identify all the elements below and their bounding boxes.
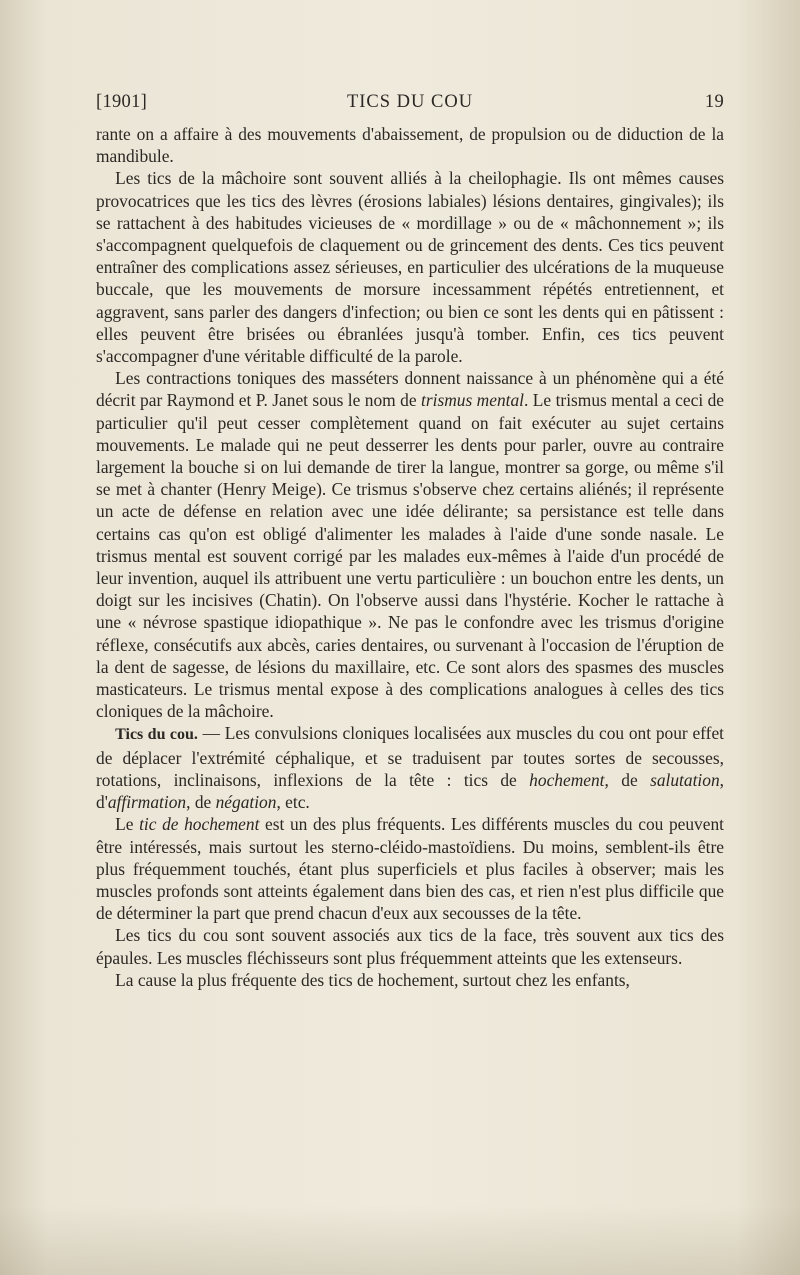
term-trismus-mental: trismus mental	[421, 390, 525, 411]
paragraph-6: Les tics du cou sont souvent associés aux tics de la face, très souvent aux tics des épaules. Les muscles fléchisseurs sont plus fréquemment atteints que les extenseurs.	[96, 925, 724, 968]
paragraph-3: Les contractions toniques des masséters donnent naissance à un phénomène qui a été décrit par Raymond et P. Janet sous le nom de trismus mental. Le trismus mental a ceci de particulier qu'il peut cesser complètement quand on fait exécuter au sujet certains mouvements. Le malade qui ne peut desserrer les dents pour parler, ouvre au contraire largement la bouche si on lui demande de tirer la langue, montrer sa gorge, ou même s'il se met à chanter (Henry Meige). Ce trismus s'observe chez certains aliénés; il représente un acte de défense en relation avec une idée délirante; sa persistance est telle dans certains cas qu'on est obligé d'alimenter les malades à l'aide d'une sonde nasale. Le trismus mental est souvent corrigé par les malades eux-mêmes à l'aide d'un procédé de leur invention, auquel ils attribuent une vertu particulière : un bouchon entre les dents, un doigt sur les incisives (Chatin). On l'observe aussi dans l'hystérie. Kocher le rattache à une « névrose spastique idiopathique ». Ne pas le confondre avec les trismus d'origine réflexe, consécutifs aux abcès, caries dentaires, ou survenant à l'occasion de l'éruption de la dent de sagesse, de lésions du maxillaire, etc. Ce sont alors des spasmes des muscles masticateurs. Le trismus mental expose à des complications analogues à celles des tics cloniques de la mâchoire.	[96, 368, 725, 722]
paragraph-7: La cause la plus fréquente des tics de hochement, surtout chez les enfants,	[115, 969, 630, 990]
paragraph-2: Les tics de la mâchoire sont souvent alliés à la cheilophagie. Ils ont mêmes causes provocatrices que les tics des lèvres (érosions labiales) lésions dentaires, gingivales); ils se rattachent à des habitudes vicieuses de « mordillage » ou de « mâchonnement »; ils s'accompagnent quelquefois de claquement ou de grincement des dents. Ces tics peuvent entraîner des complications assez sérieuses, en particulier des ulcérations de la muqueuse buccale, que les mouvements de morsure incessamment répétés entretiennent, et aggravent, sans parler des dangers d'infection; ou bien ce sont les dents qui en pâtissent : elles peuvent être brisées ou ébranlées jusqu'à tomber. Enfin, ces tics peuvent s'accompagner d'une véritable difficulté de la parole.	[96, 168, 724, 367]
header-year: [1901]	[96, 92, 148, 112]
paragraph-5: Le tic de hochement est un des plus fréquents. Les différents muscles du cou peuvent être intéressés, mais surtout les sterno-cléido-mastoïdiens. Du moins, semblent-ils être plus fréquemment touchés, étant plus superficiels et plus faciles à observer; mais les muscles profonds sont atteints également dans bien des cas, et rien n'est plus difficile que de déterminer la part que prend chacun d'eux aux secousses de la tête.	[96, 814, 724, 924]
paragraph-4: Tics du cou. — Les convulsions cloniques localisées aux muscles du cou ont pour effet de déplacer l'extrémité céphalique, et se traduisent par toutes sortes de secousses, rotations, inclinaisons, inflexions de la tête : tics de hochement, de salutation, d'affirmation, de négation, etc.	[96, 723, 724, 813]
page-number: 19	[704, 92, 724, 112]
header-title: TICS DU COU	[346, 92, 474, 112]
running-header	[96, 92, 724, 118]
section-runin-heading: Tics du cou.	[115, 726, 198, 744]
paragraph-1: rante on a affaire à des mouvements d'abaissement, de propulsion ou de diduction de la mandibule.	[96, 124, 724, 167]
page-body	[96, 123, 724, 991]
term-tic-de-hochement: tic de hochement	[139, 814, 260, 835]
